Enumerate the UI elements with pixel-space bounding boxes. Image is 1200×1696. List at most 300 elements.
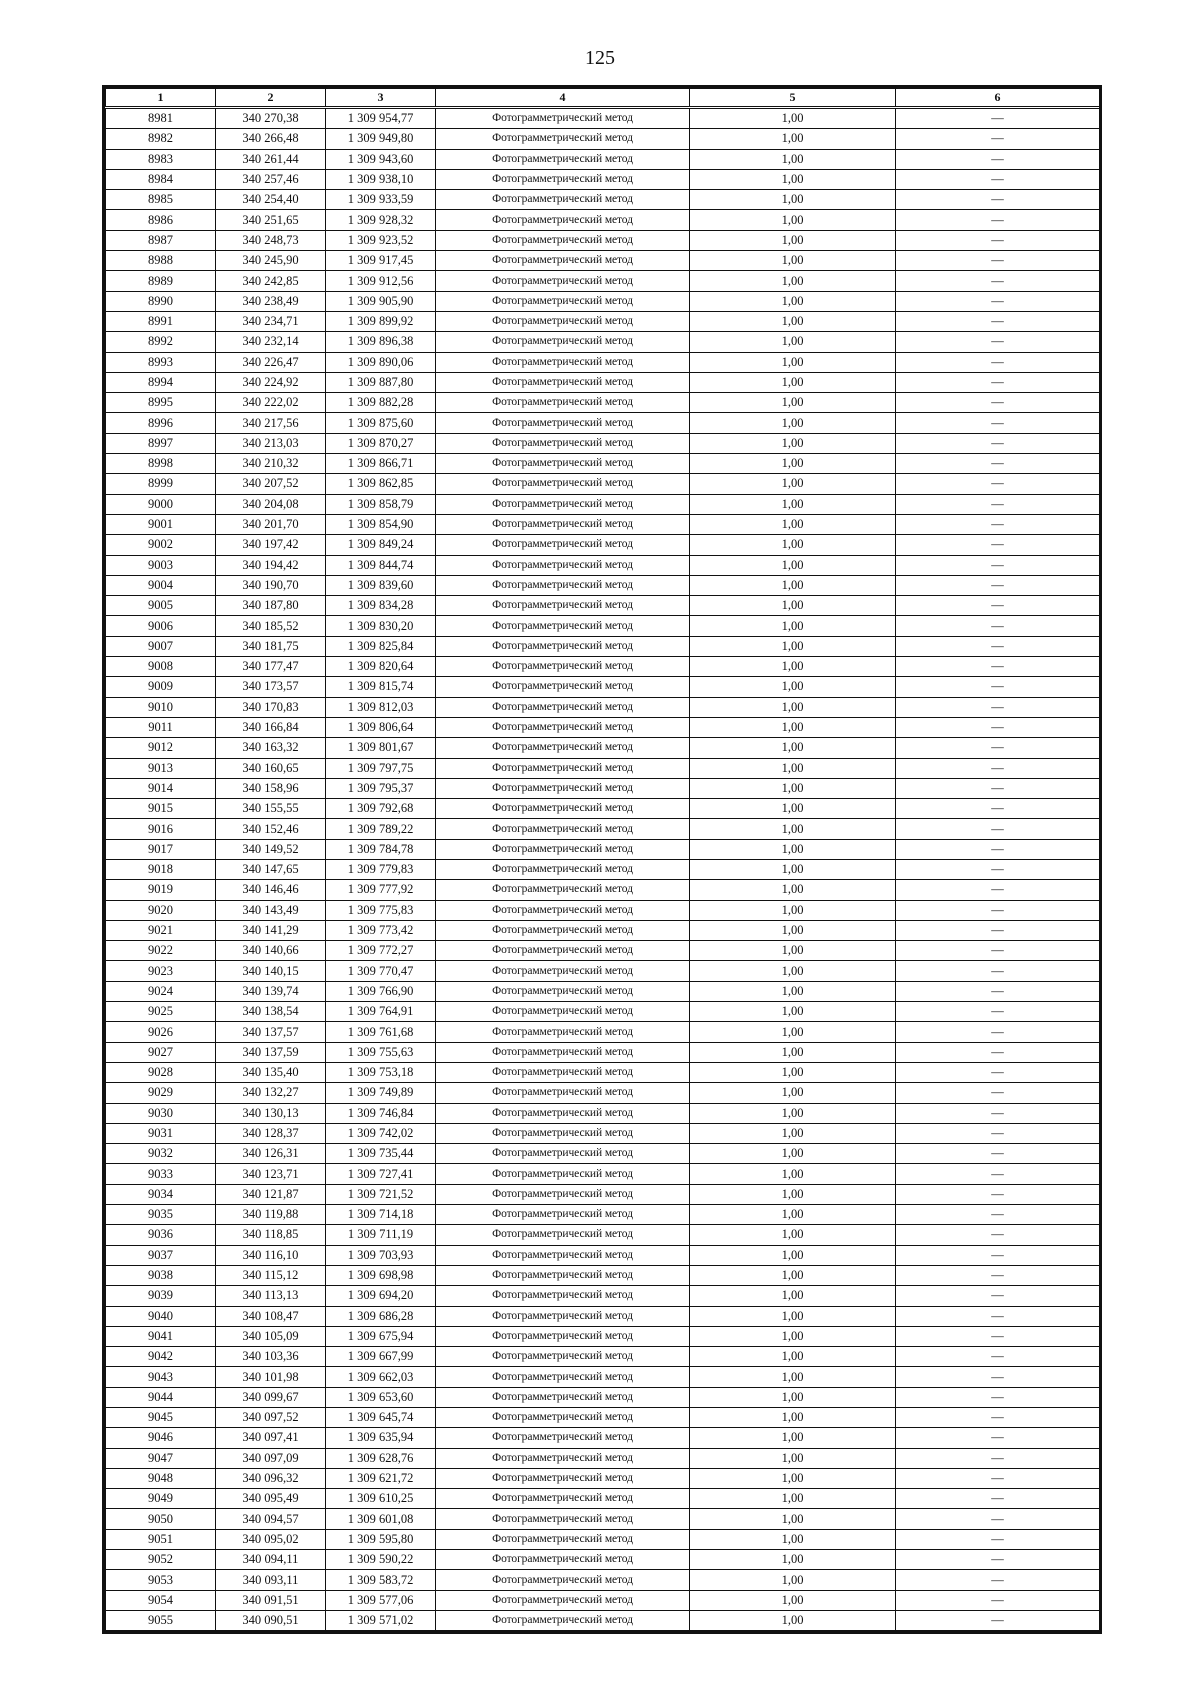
accuracy-cell: 1,00 <box>690 1184 896 1204</box>
note-cell: — <box>896 535 1100 555</box>
note-cell: — <box>896 981 1100 1001</box>
x-coordinate-cell: 340 222,02 <box>216 393 326 413</box>
x-coordinate-cell: 340 266,48 <box>216 129 326 149</box>
accuracy-cell: 1,00 <box>690 393 896 413</box>
note-cell: — <box>896 1448 1100 1468</box>
table-row <box>106 981 1100 1001</box>
accuracy-cell: 1,00 <box>690 1042 896 1062</box>
table-row <box>106 717 1100 737</box>
method-cell: Фотограмметрический метод <box>436 920 690 940</box>
accuracy-cell: 1,00 <box>690 1489 896 1509</box>
point-number-cell: 9016 <box>106 819 216 839</box>
table-row <box>106 1347 1100 1367</box>
method-cell: Фотограмметрический метод <box>436 1347 690 1367</box>
note-cell: — <box>896 1144 1100 1164</box>
point-number-cell: 9018 <box>106 859 216 879</box>
y-coordinate-cell: 1 309 933,59 <box>326 190 436 210</box>
note-cell: — <box>896 880 1100 900</box>
table-row <box>106 799 1100 819</box>
x-coordinate-cell: 340 091,51 <box>216 1590 326 1610</box>
point-number-cell: 9004 <box>106 575 216 595</box>
point-number-cell: 9051 <box>106 1529 216 1549</box>
x-coordinate-cell: 340 194,42 <box>216 555 326 575</box>
method-cell: Фотограмметрический метод <box>436 494 690 514</box>
point-number-cell: 8986 <box>106 210 216 230</box>
note-cell: — <box>896 1367 1100 1387</box>
method-cell: Фотограмметрический метод <box>436 352 690 372</box>
y-coordinate-cell: 1 309 686,28 <box>326 1306 436 1326</box>
accuracy-cell: 1,00 <box>690 149 896 169</box>
table-row <box>106 1326 1100 1346</box>
method-cell: Фотограмметрический метод <box>436 758 690 778</box>
y-coordinate-cell: 1 309 870,27 <box>326 433 436 453</box>
y-coordinate-cell: 1 309 772,27 <box>326 941 436 961</box>
table-row <box>106 1103 1100 1123</box>
point-number-cell: 9046 <box>106 1428 216 1448</box>
point-number-cell: 8988 <box>106 251 216 271</box>
x-coordinate-cell: 340 261,44 <box>216 149 326 169</box>
column-header-6: 6 <box>896 89 1100 108</box>
y-coordinate-cell: 1 309 795,37 <box>326 778 436 798</box>
method-cell: Фотограмметрический метод <box>436 251 690 271</box>
table-row <box>106 555 1100 575</box>
method-cell: Фотограмметрический метод <box>436 190 690 210</box>
note-cell: — <box>896 190 1100 210</box>
table-row <box>106 1144 1100 1164</box>
accuracy-cell: 1,00 <box>690 575 896 595</box>
point-number-cell: 8982 <box>106 129 216 149</box>
x-coordinate-cell: 340 213,03 <box>216 433 326 453</box>
point-number-cell: 8996 <box>106 413 216 433</box>
x-coordinate-cell: 340 118,85 <box>216 1225 326 1245</box>
method-cell: Фотограмметрический метод <box>436 1529 690 1549</box>
point-number-cell: 8985 <box>106 190 216 210</box>
y-coordinate-cell: 1 309 773,42 <box>326 920 436 940</box>
x-coordinate-cell: 340 103,36 <box>216 1347 326 1367</box>
y-coordinate-cell: 1 309 858,79 <box>326 494 436 514</box>
point-number-cell: 8999 <box>106 474 216 494</box>
y-coordinate-cell: 1 309 583,72 <box>326 1570 436 1590</box>
method-cell: Фотограмметрический метод <box>436 454 690 474</box>
table-row <box>106 535 1100 555</box>
point-number-cell: 9044 <box>106 1387 216 1407</box>
y-coordinate-cell: 1 309 954,77 <box>326 108 436 129</box>
y-coordinate-cell: 1 309 923,52 <box>326 230 436 250</box>
accuracy-cell: 1,00 <box>690 372 896 392</box>
x-coordinate-cell: 340 101,98 <box>216 1367 326 1387</box>
method-cell: Фотограмметрический метод <box>436 1367 690 1387</box>
point-number-cell: 9054 <box>106 1590 216 1610</box>
point-number-cell: 9017 <box>106 839 216 859</box>
point-number-cell: 9040 <box>106 1306 216 1326</box>
note-cell: — <box>896 1326 1100 1346</box>
accuracy-cell: 1,00 <box>690 596 896 616</box>
y-coordinate-cell: 1 309 628,76 <box>326 1448 436 1468</box>
method-cell: Фотограмметрический метод <box>436 616 690 636</box>
note-cell: — <box>896 1002 1100 1022</box>
table-row <box>106 129 1100 149</box>
table-row <box>106 636 1100 656</box>
method-cell: Фотограмметрический метод <box>436 1083 690 1103</box>
table-row <box>106 1083 1100 1103</box>
y-coordinate-cell: 1 309 721,52 <box>326 1184 436 1204</box>
x-coordinate-cell: 340 135,40 <box>216 1062 326 1082</box>
y-coordinate-cell: 1 309 711,19 <box>326 1225 436 1245</box>
method-cell: Фотограмметрический метод <box>436 1610 690 1630</box>
column-header-3: 3 <box>326 89 436 108</box>
method-cell: Фотограмметрический метод <box>436 1468 690 1488</box>
method-cell: Фотограмметрический метод <box>436 636 690 656</box>
table-row <box>106 1387 1100 1407</box>
method-cell: Фотограмметрический метод <box>436 1002 690 1022</box>
x-coordinate-cell: 340 210,32 <box>216 454 326 474</box>
accuracy-cell: 1,00 <box>690 1468 896 1488</box>
method-cell: Фотограмметрический метод <box>436 393 690 413</box>
y-coordinate-cell: 1 309 866,71 <box>326 454 436 474</box>
point-number-cell: 9023 <box>106 961 216 981</box>
note-cell: — <box>896 1022 1100 1042</box>
point-number-cell: 9025 <box>106 1002 216 1022</box>
accuracy-cell: 1,00 <box>690 697 896 717</box>
note-cell: — <box>896 1529 1100 1549</box>
y-coordinate-cell: 1 309 766,90 <box>326 981 436 1001</box>
point-number-cell: 8998 <box>106 454 216 474</box>
y-coordinate-cell: 1 309 635,94 <box>326 1428 436 1448</box>
x-coordinate-cell: 340 251,65 <box>216 210 326 230</box>
y-coordinate-cell: 1 309 777,92 <box>326 880 436 900</box>
table-row <box>106 575 1100 595</box>
x-coordinate-cell: 340 094,57 <box>216 1509 326 1529</box>
y-coordinate-cell: 1 309 694,20 <box>326 1286 436 1306</box>
accuracy-cell: 1,00 <box>690 271 896 291</box>
point-number-cell: 9014 <box>106 778 216 798</box>
table-row <box>106 311 1100 331</box>
method-cell: Фотограмметрический метод <box>436 778 690 798</box>
accuracy-cell: 1,00 <box>690 1367 896 1387</box>
method-cell: Фотограмметрический метод <box>436 738 690 758</box>
accuracy-cell: 1,00 <box>690 1002 896 1022</box>
table-row <box>106 1428 1100 1448</box>
x-coordinate-cell: 340 138,54 <box>216 1002 326 1022</box>
table-row <box>106 859 1100 879</box>
method-cell: Фотограмметрический метод <box>436 1245 690 1265</box>
note-cell: — <box>896 1509 1100 1529</box>
y-coordinate-cell: 1 309 595,80 <box>326 1529 436 1549</box>
table-row <box>106 494 1100 514</box>
y-coordinate-cell: 1 309 667,99 <box>326 1347 436 1367</box>
x-coordinate-cell: 340 155,55 <box>216 799 326 819</box>
y-coordinate-cell: 1 309 653,60 <box>326 1387 436 1407</box>
x-coordinate-cell: 340 140,66 <box>216 941 326 961</box>
point-number-cell: 9047 <box>106 1448 216 1468</box>
x-coordinate-cell: 340 234,71 <box>216 311 326 331</box>
note-cell: — <box>896 1570 1100 1590</box>
accuracy-cell: 1,00 <box>690 859 896 879</box>
point-number-cell: 9021 <box>106 920 216 940</box>
table-row <box>106 596 1100 616</box>
method-cell: Фотограмметрический метод <box>436 596 690 616</box>
x-coordinate-cell: 340 217,56 <box>216 413 326 433</box>
x-coordinate-cell: 340 090,51 <box>216 1610 326 1630</box>
method-cell: Фотограмметрический метод <box>436 514 690 534</box>
x-coordinate-cell: 340 108,47 <box>216 1306 326 1326</box>
accuracy-cell: 1,00 <box>690 677 896 697</box>
point-number-cell: 9020 <box>106 900 216 920</box>
x-coordinate-cell: 340 137,59 <box>216 1042 326 1062</box>
accuracy-cell: 1,00 <box>690 778 896 798</box>
note-cell: — <box>896 413 1100 433</box>
table-row <box>106 271 1100 291</box>
method-cell: Фотограмметрический метод <box>436 1144 690 1164</box>
table-row <box>106 1489 1100 1509</box>
x-coordinate-cell: 340 095,02 <box>216 1529 326 1549</box>
point-number-cell: 9045 <box>106 1408 216 1428</box>
method-cell: Фотограмметрический метод <box>436 1408 690 1428</box>
note-cell: — <box>896 352 1100 372</box>
accuracy-cell: 1,00 <box>690 1123 896 1143</box>
method-cell: Фотограмметрический метод <box>436 1306 690 1326</box>
x-coordinate-cell: 340 201,70 <box>216 514 326 534</box>
table-row <box>106 1205 1100 1225</box>
x-coordinate-cell: 340 096,32 <box>216 1468 326 1488</box>
y-coordinate-cell: 1 309 834,28 <box>326 596 436 616</box>
y-coordinate-cell: 1 309 735,44 <box>326 1144 436 1164</box>
note-cell: — <box>896 778 1100 798</box>
point-number-cell: 9036 <box>106 1225 216 1245</box>
x-coordinate-cell: 340 160,65 <box>216 758 326 778</box>
point-number-cell: 9000 <box>106 494 216 514</box>
point-number-cell: 9007 <box>106 636 216 656</box>
table-row <box>106 1468 1100 1488</box>
method-cell: Фотограмметрический метод <box>436 169 690 189</box>
accuracy-cell: 1,00 <box>690 616 896 636</box>
point-number-cell: 9003 <box>106 555 216 575</box>
y-coordinate-cell: 1 309 899,92 <box>326 311 436 331</box>
note-cell: — <box>896 1062 1100 1082</box>
accuracy-cell: 1,00 <box>690 961 896 981</box>
x-coordinate-cell: 340 207,52 <box>216 474 326 494</box>
table-row <box>106 880 1100 900</box>
note-cell: — <box>896 758 1100 778</box>
x-coordinate-cell: 340 146,46 <box>216 880 326 900</box>
x-coordinate-cell: 340 093,11 <box>216 1570 326 1590</box>
method-cell: Фотограмметрический метод <box>436 1062 690 1082</box>
x-coordinate-cell: 340 094,11 <box>216 1550 326 1570</box>
method-cell: Фотограмметрический метод <box>436 372 690 392</box>
x-coordinate-cell: 340 147,65 <box>216 859 326 879</box>
x-coordinate-cell: 340 197,42 <box>216 535 326 555</box>
method-cell: Фотограмметрический метод <box>436 1022 690 1042</box>
accuracy-cell: 1,00 <box>690 1164 896 1184</box>
x-coordinate-cell: 340 140,15 <box>216 961 326 981</box>
y-coordinate-cell: 1 309 590,22 <box>326 1550 436 1570</box>
y-coordinate-cell: 1 309 753,18 <box>326 1062 436 1082</box>
point-number-cell: 9050 <box>106 1509 216 1529</box>
point-number-cell: 8994 <box>106 372 216 392</box>
accuracy-cell: 1,00 <box>690 251 896 271</box>
accuracy-cell: 1,00 <box>690 819 896 839</box>
method-cell: Фотограмметрический метод <box>436 1164 690 1184</box>
table-row <box>106 413 1100 433</box>
y-coordinate-cell: 1 309 577,06 <box>326 1590 436 1610</box>
y-coordinate-cell: 1 309 806,64 <box>326 717 436 737</box>
table-row <box>106 1022 1100 1042</box>
y-coordinate-cell: 1 309 749,89 <box>326 1083 436 1103</box>
table-row <box>106 941 1100 961</box>
table-row <box>106 251 1100 271</box>
note-cell: — <box>896 1265 1100 1285</box>
point-number-cell: 8990 <box>106 291 216 311</box>
table-row <box>106 190 1100 210</box>
y-coordinate-cell: 1 309 784,78 <box>326 839 436 859</box>
table-row <box>106 1062 1100 1082</box>
method-cell: Фотограмметрический метод <box>436 1286 690 1306</box>
accuracy-cell: 1,00 <box>690 108 896 129</box>
table-row <box>106 657 1100 677</box>
y-coordinate-cell: 1 309 862,85 <box>326 474 436 494</box>
y-coordinate-cell: 1 309 839,60 <box>326 575 436 595</box>
x-coordinate-cell: 340 121,87 <box>216 1184 326 1204</box>
method-cell: Фотограмметрический метод <box>436 433 690 453</box>
x-coordinate-cell: 340 177,47 <box>216 657 326 677</box>
accuracy-cell: 1,00 <box>690 332 896 352</box>
x-coordinate-cell: 340 232,14 <box>216 332 326 352</box>
table-row <box>106 1529 1100 1549</box>
note-cell: — <box>896 1205 1100 1225</box>
note-cell: — <box>896 555 1100 575</box>
method-cell: Фотограмметрический метод <box>436 210 690 230</box>
point-number-cell: 9043 <box>106 1367 216 1387</box>
table-row <box>106 1123 1100 1143</box>
x-coordinate-cell: 340 130,13 <box>216 1103 326 1123</box>
note-cell: — <box>896 433 1100 453</box>
accuracy-cell: 1,00 <box>690 230 896 250</box>
x-coordinate-cell: 340 113,13 <box>216 1286 326 1306</box>
table-row <box>106 149 1100 169</box>
note-cell: — <box>896 129 1100 149</box>
table-row <box>106 230 1100 250</box>
y-coordinate-cell: 1 309 890,06 <box>326 352 436 372</box>
x-coordinate-cell: 340 254,40 <box>216 190 326 210</box>
accuracy-cell: 1,00 <box>690 413 896 433</box>
table-row <box>106 758 1100 778</box>
accuracy-cell: 1,00 <box>690 169 896 189</box>
note-cell: — <box>896 1286 1100 1306</box>
table-row <box>106 210 1100 230</box>
accuracy-cell: 1,00 <box>690 311 896 331</box>
y-coordinate-cell: 1 309 775,83 <box>326 900 436 920</box>
note-cell: — <box>896 738 1100 758</box>
note-cell: — <box>896 1103 1100 1123</box>
table-row <box>106 474 1100 494</box>
x-coordinate-cell: 340 095,49 <box>216 1489 326 1509</box>
table-header <box>106 89 1100 108</box>
point-number-cell: 8991 <box>106 311 216 331</box>
accuracy-cell: 1,00 <box>690 1509 896 1529</box>
note-cell: — <box>896 1123 1100 1143</box>
method-cell: Фотограмметрический метод <box>436 859 690 879</box>
note-cell: — <box>896 697 1100 717</box>
table-row <box>106 1184 1100 1204</box>
column-header-5: 5 <box>690 89 896 108</box>
point-number-cell: 9031 <box>106 1123 216 1143</box>
table-row <box>106 920 1100 940</box>
note-cell: — <box>896 169 1100 189</box>
table-row <box>106 1367 1100 1387</box>
y-coordinate-cell: 1 309 789,22 <box>326 819 436 839</box>
note-cell: — <box>896 1164 1100 1184</box>
point-number-cell: 9035 <box>106 1205 216 1225</box>
table-row <box>106 514 1100 534</box>
point-number-cell: 8989 <box>106 271 216 291</box>
y-coordinate-cell: 1 309 764,91 <box>326 1002 436 1022</box>
method-cell: Фотограмметрический метод <box>436 839 690 859</box>
table-row <box>106 1550 1100 1570</box>
y-coordinate-cell: 1 309 928,32 <box>326 210 436 230</box>
accuracy-cell: 1,00 <box>690 636 896 656</box>
point-number-cell: 8997 <box>106 433 216 453</box>
y-coordinate-cell: 1 309 887,80 <box>326 372 436 392</box>
method-cell: Фотограмметрический метод <box>436 1428 690 1448</box>
point-number-cell: 9053 <box>106 1570 216 1590</box>
accuracy-cell: 1,00 <box>690 1144 896 1164</box>
accuracy-cell: 1,00 <box>690 1103 896 1123</box>
y-coordinate-cell: 1 309 714,18 <box>326 1205 436 1225</box>
accuracy-cell: 1,00 <box>690 1062 896 1082</box>
method-cell: Фотограмметрический метод <box>436 1225 690 1245</box>
table-row <box>106 819 1100 839</box>
method-cell: Фотограмметрический метод <box>436 1570 690 1590</box>
note-cell: — <box>896 271 1100 291</box>
accuracy-cell: 1,00 <box>690 758 896 778</box>
note-cell: — <box>896 1468 1100 1488</box>
y-coordinate-cell: 1 309 949,80 <box>326 129 436 149</box>
table-row <box>106 1042 1100 1062</box>
note-cell: — <box>896 575 1100 595</box>
note-cell: — <box>896 1083 1100 1103</box>
note-cell: — <box>896 210 1100 230</box>
accuracy-cell: 1,00 <box>690 900 896 920</box>
table-row <box>106 1002 1100 1022</box>
method-cell: Фотограмметрический метод <box>436 230 690 250</box>
note-cell: — <box>896 1347 1100 1367</box>
accuracy-cell: 1,00 <box>690 981 896 1001</box>
table-row <box>106 1570 1100 1590</box>
accuracy-cell: 1,00 <box>690 1286 896 1306</box>
y-coordinate-cell: 1 309 854,90 <box>326 514 436 534</box>
point-number-cell: 9015 <box>106 799 216 819</box>
point-number-cell: 9030 <box>106 1103 216 1123</box>
accuracy-cell: 1,00 <box>690 454 896 474</box>
column-header-2: 2 <box>216 89 326 108</box>
method-cell: Фотограмметрический метод <box>436 291 690 311</box>
y-coordinate-cell: 1 309 792,68 <box>326 799 436 819</box>
method-cell: Фотограмметрический метод <box>436 819 690 839</box>
note-cell: — <box>896 941 1100 961</box>
y-coordinate-cell: 1 309 727,41 <box>326 1164 436 1184</box>
x-coordinate-cell: 340 137,57 <box>216 1022 326 1042</box>
point-number-cell: 9028 <box>106 1062 216 1082</box>
method-cell: Фотограмметрический метод <box>436 575 690 595</box>
y-coordinate-cell: 1 309 882,28 <box>326 393 436 413</box>
method-cell: Фотограмметрический метод <box>436 1489 690 1509</box>
accuracy-cell: 1,00 <box>690 494 896 514</box>
y-coordinate-cell: 1 309 601,08 <box>326 1509 436 1529</box>
point-number-cell: 9011 <box>106 717 216 737</box>
y-coordinate-cell: 1 309 675,94 <box>326 1326 436 1346</box>
method-cell: Фотограмметрический метод <box>436 1448 690 1468</box>
accuracy-cell: 1,00 <box>690 1387 896 1407</box>
